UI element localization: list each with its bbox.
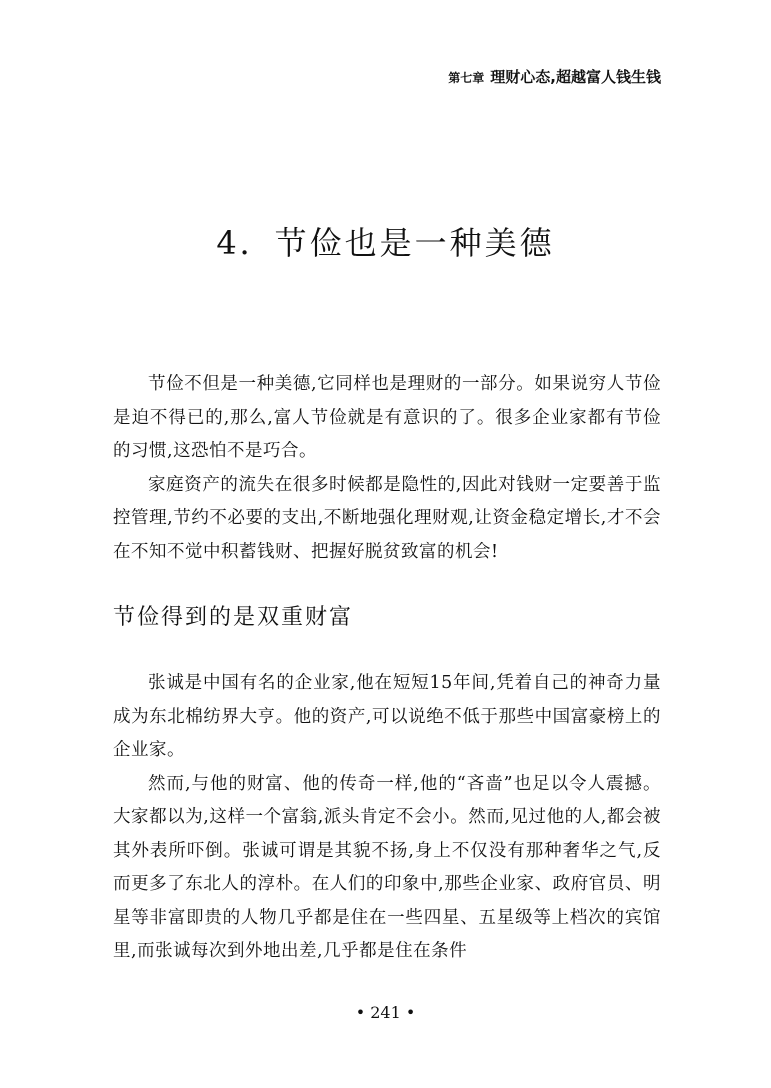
section-title: 4．节俭也是一种美德 [216, 224, 555, 262]
subsection-heading: 节俭得到的是双重财富 [113, 605, 354, 630]
page-number: • 241 • [355, 1003, 416, 1022]
chapter-title: 理财心态,超越富人钱生钱 [490, 68, 661, 86]
subsection-paragraph-1: 张诚是中国有名的企业家,他在短短15年间,凭着自己的神奇力量成为东北棉纺界大亨。他的资产,可以说绝不低于那些中国富豪榜上的企业家。 [113, 673, 661, 760]
intro-paragraph-2: 家庭资产的流失在很多时候都是隐性的,因此对钱财一定要善于监控管理,节约不必要的支出,不断地强化理财观,让资金稳定增长,才不会在不知不觉中积蓄钱财、把握好脱贫致富的机会! [113, 474, 661, 562]
intro-text [113, 368, 661, 569]
subsection-text [113, 667, 661, 969]
running-header [448, 66, 661, 87]
subsection-paragraph-2: 然而,与他的财富、他的传奇一样,他的“吝啬”也足以令人震撼。大家都以为,这样一个富翁,派头肯定不会小。然而,见过他的人,都会被其外表所吓倒。张诚可谓是其貌不扬,身上不仅没有那种奢华之气,反而更多了东北人的淳朴。在人们的印象中,那些企业家、政府官员、明星等非富即贵的人物几乎都是住在一些四星、五星级等上档次的宾馆里,而张诚每次到外地出差,几乎都是住在条件 [113, 773, 661, 961]
intro-paragraph-1: 节俭不但是一种美德,它同样也是理财的一部分。如果说穷人节俭是迫不得已的,那么,富人节俭就是有意识的了。很多企业家都有节俭的习惯,这恐怕不是巧合。 [113, 374, 661, 461]
chapter-number: 第七章 [448, 71, 485, 85]
